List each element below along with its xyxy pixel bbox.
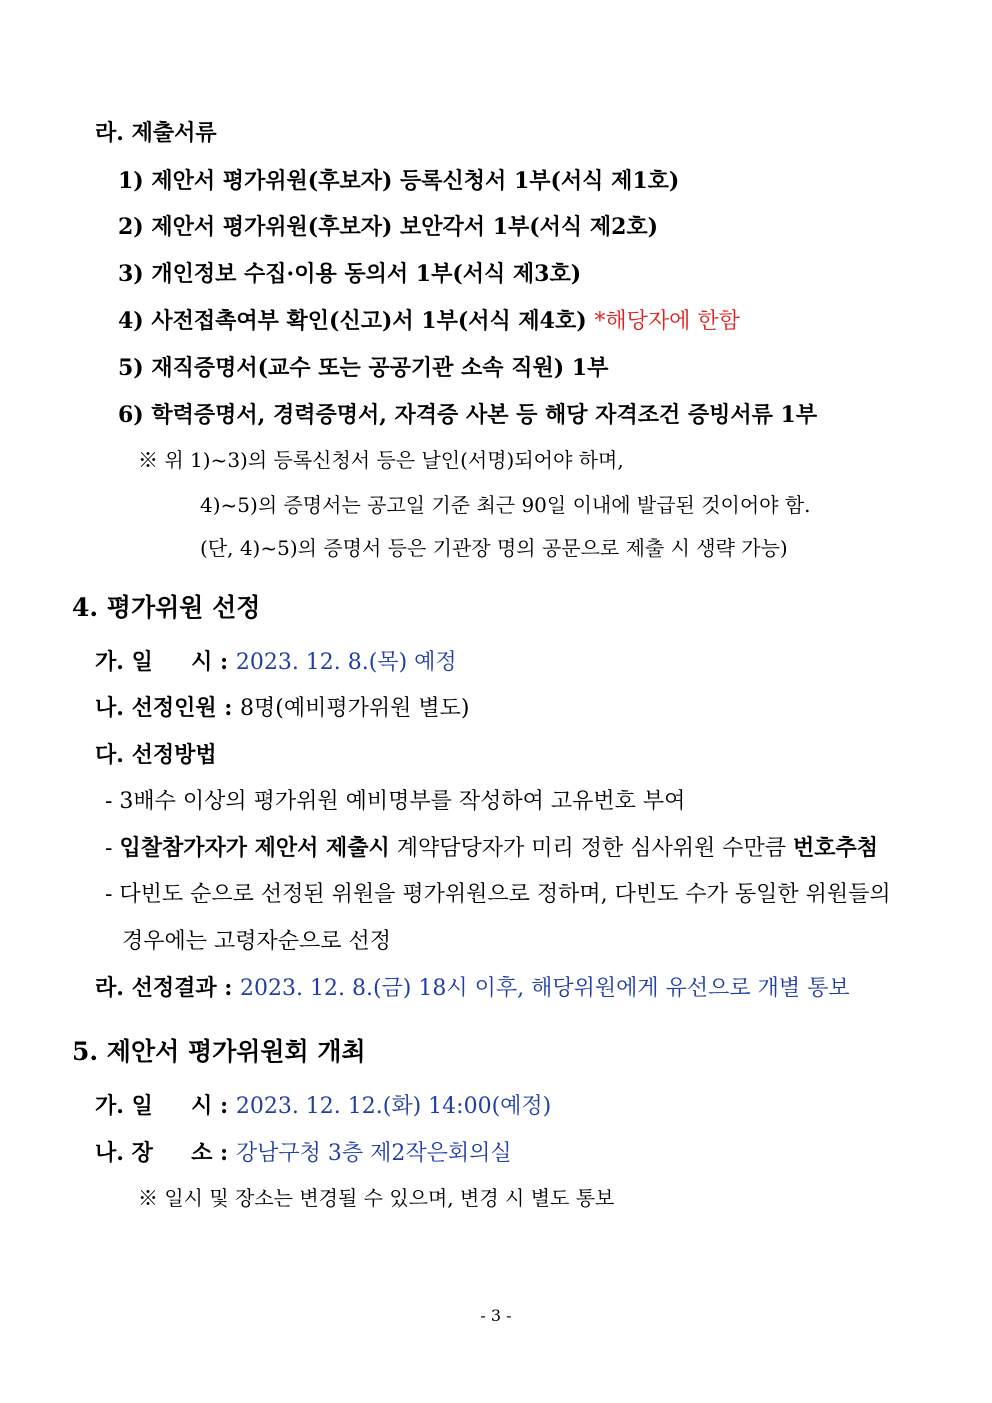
s5-place-value: 강남구청 3층 제2작은회의실 (235, 1141, 512, 1166)
docs-note-1: ※ 위 1)~3)의 등록신청서 등은 날인(서명)되어야 하며, (138, 448, 624, 472)
s4-method-2-bold: 입찰참가자가 제안서 제출시 (119, 835, 390, 861)
s4-result-value: 2023. 12. 8.(금) 18시 이후, 해당위원에게 유선으로 개별 통보 (240, 976, 850, 1001)
s4-method-3-cont: 경우에는 고령자순으로 선정 (122, 929, 392, 954)
s4-result-label: 라. 선정결과 : (95, 975, 233, 1001)
s4-method-2-end: 번호추첨 (793, 835, 879, 861)
docs-note-2: 4)~5)의 증명서는 공고일 기준 최근 90일 이내에 발급된 것이어야 함. (200, 493, 811, 517)
s5-date-row (95, 1091, 551, 1122)
s5-place-row (95, 1138, 512, 1169)
doc-item-6: 6) 학력증명서, 경력증명서, 자격증 사본 등 해당 자격조건 증빙서류 1부 (118, 402, 818, 428)
section-5-title: 5. 제안서 평가위원회 개최 (72, 1037, 366, 1066)
doc-item-4-text: 4) 사전접촉여부 확인(신고)서 1부(서식 제4호) (118, 308, 587, 334)
s4-date-value: 2023. 12. 8.(목) 예정 (235, 650, 457, 675)
doc-item-3: 3) 개인정보 수집·이용 동의서 1부(서식 제3호) (118, 261, 582, 287)
page-number: - 3 - (480, 1306, 512, 1325)
docs-note-3: (단, 4)~5)의 증명서 등은 기관장 명의 공문으로 제출 시 생략 가능) (200, 536, 788, 560)
doc-item-5: 5) 재직증명서(교수 또는 공공기관 소속 직원) 1부 (118, 355, 609, 381)
s5-date-label: 가. 일 시 : (95, 1093, 229, 1119)
s5-date-value: 2023. 12. 12.(화) 14:00(예정) (235, 1094, 552, 1119)
doc-item-2: 2) 제안서 평가위원(후보자) 보안각서 1부(서식 제2호) (118, 214, 659, 240)
s4-method-2-dash: - (105, 836, 113, 861)
s4-count-row (95, 693, 469, 724)
docs-heading: 라. 제출서류 (95, 120, 217, 146)
s5-note: ※ 일시 및 장소는 변경될 수 있으며, 변경 시 별도 통보 (138, 1186, 615, 1210)
s4-count-value: 8명(예비평가위원 별도) (240, 696, 470, 721)
s4-method-label: 다. 선정방법 (95, 742, 217, 768)
doc-item-4-note: *해당자에 한함 (594, 309, 740, 334)
s4-date-label: 가. 일 시 : (95, 649, 229, 675)
s4-method-2-mid: 계약담당자가 미리 정한 심사위원 수만큼 (396, 836, 787, 861)
doc-item-1: 1) 제안서 평가위원(후보자) 등록신청서 1부(서식 제1호) (118, 168, 680, 194)
s4-method-2 (105, 833, 878, 864)
doc-item-4 (118, 306, 740, 337)
s4-count-label: 나. 선정인원 : (95, 695, 233, 721)
section-4-title: 4. 평가위원 선정 (72, 593, 261, 622)
s4-method-3: - 다빈도 순으로 선정된 위원을 평가위원으로 정하며, 다빈도 수가 동일한 위원들의 (105, 882, 891, 907)
s5-place-label: 나. 장 소 : (95, 1140, 229, 1166)
s4-method-1: - 3배수 이상의 평가위원 예비명부를 작성하여 고유번호 부여 (105, 789, 686, 814)
s4-result-row (95, 973, 850, 1004)
s4-date-row (95, 647, 457, 678)
